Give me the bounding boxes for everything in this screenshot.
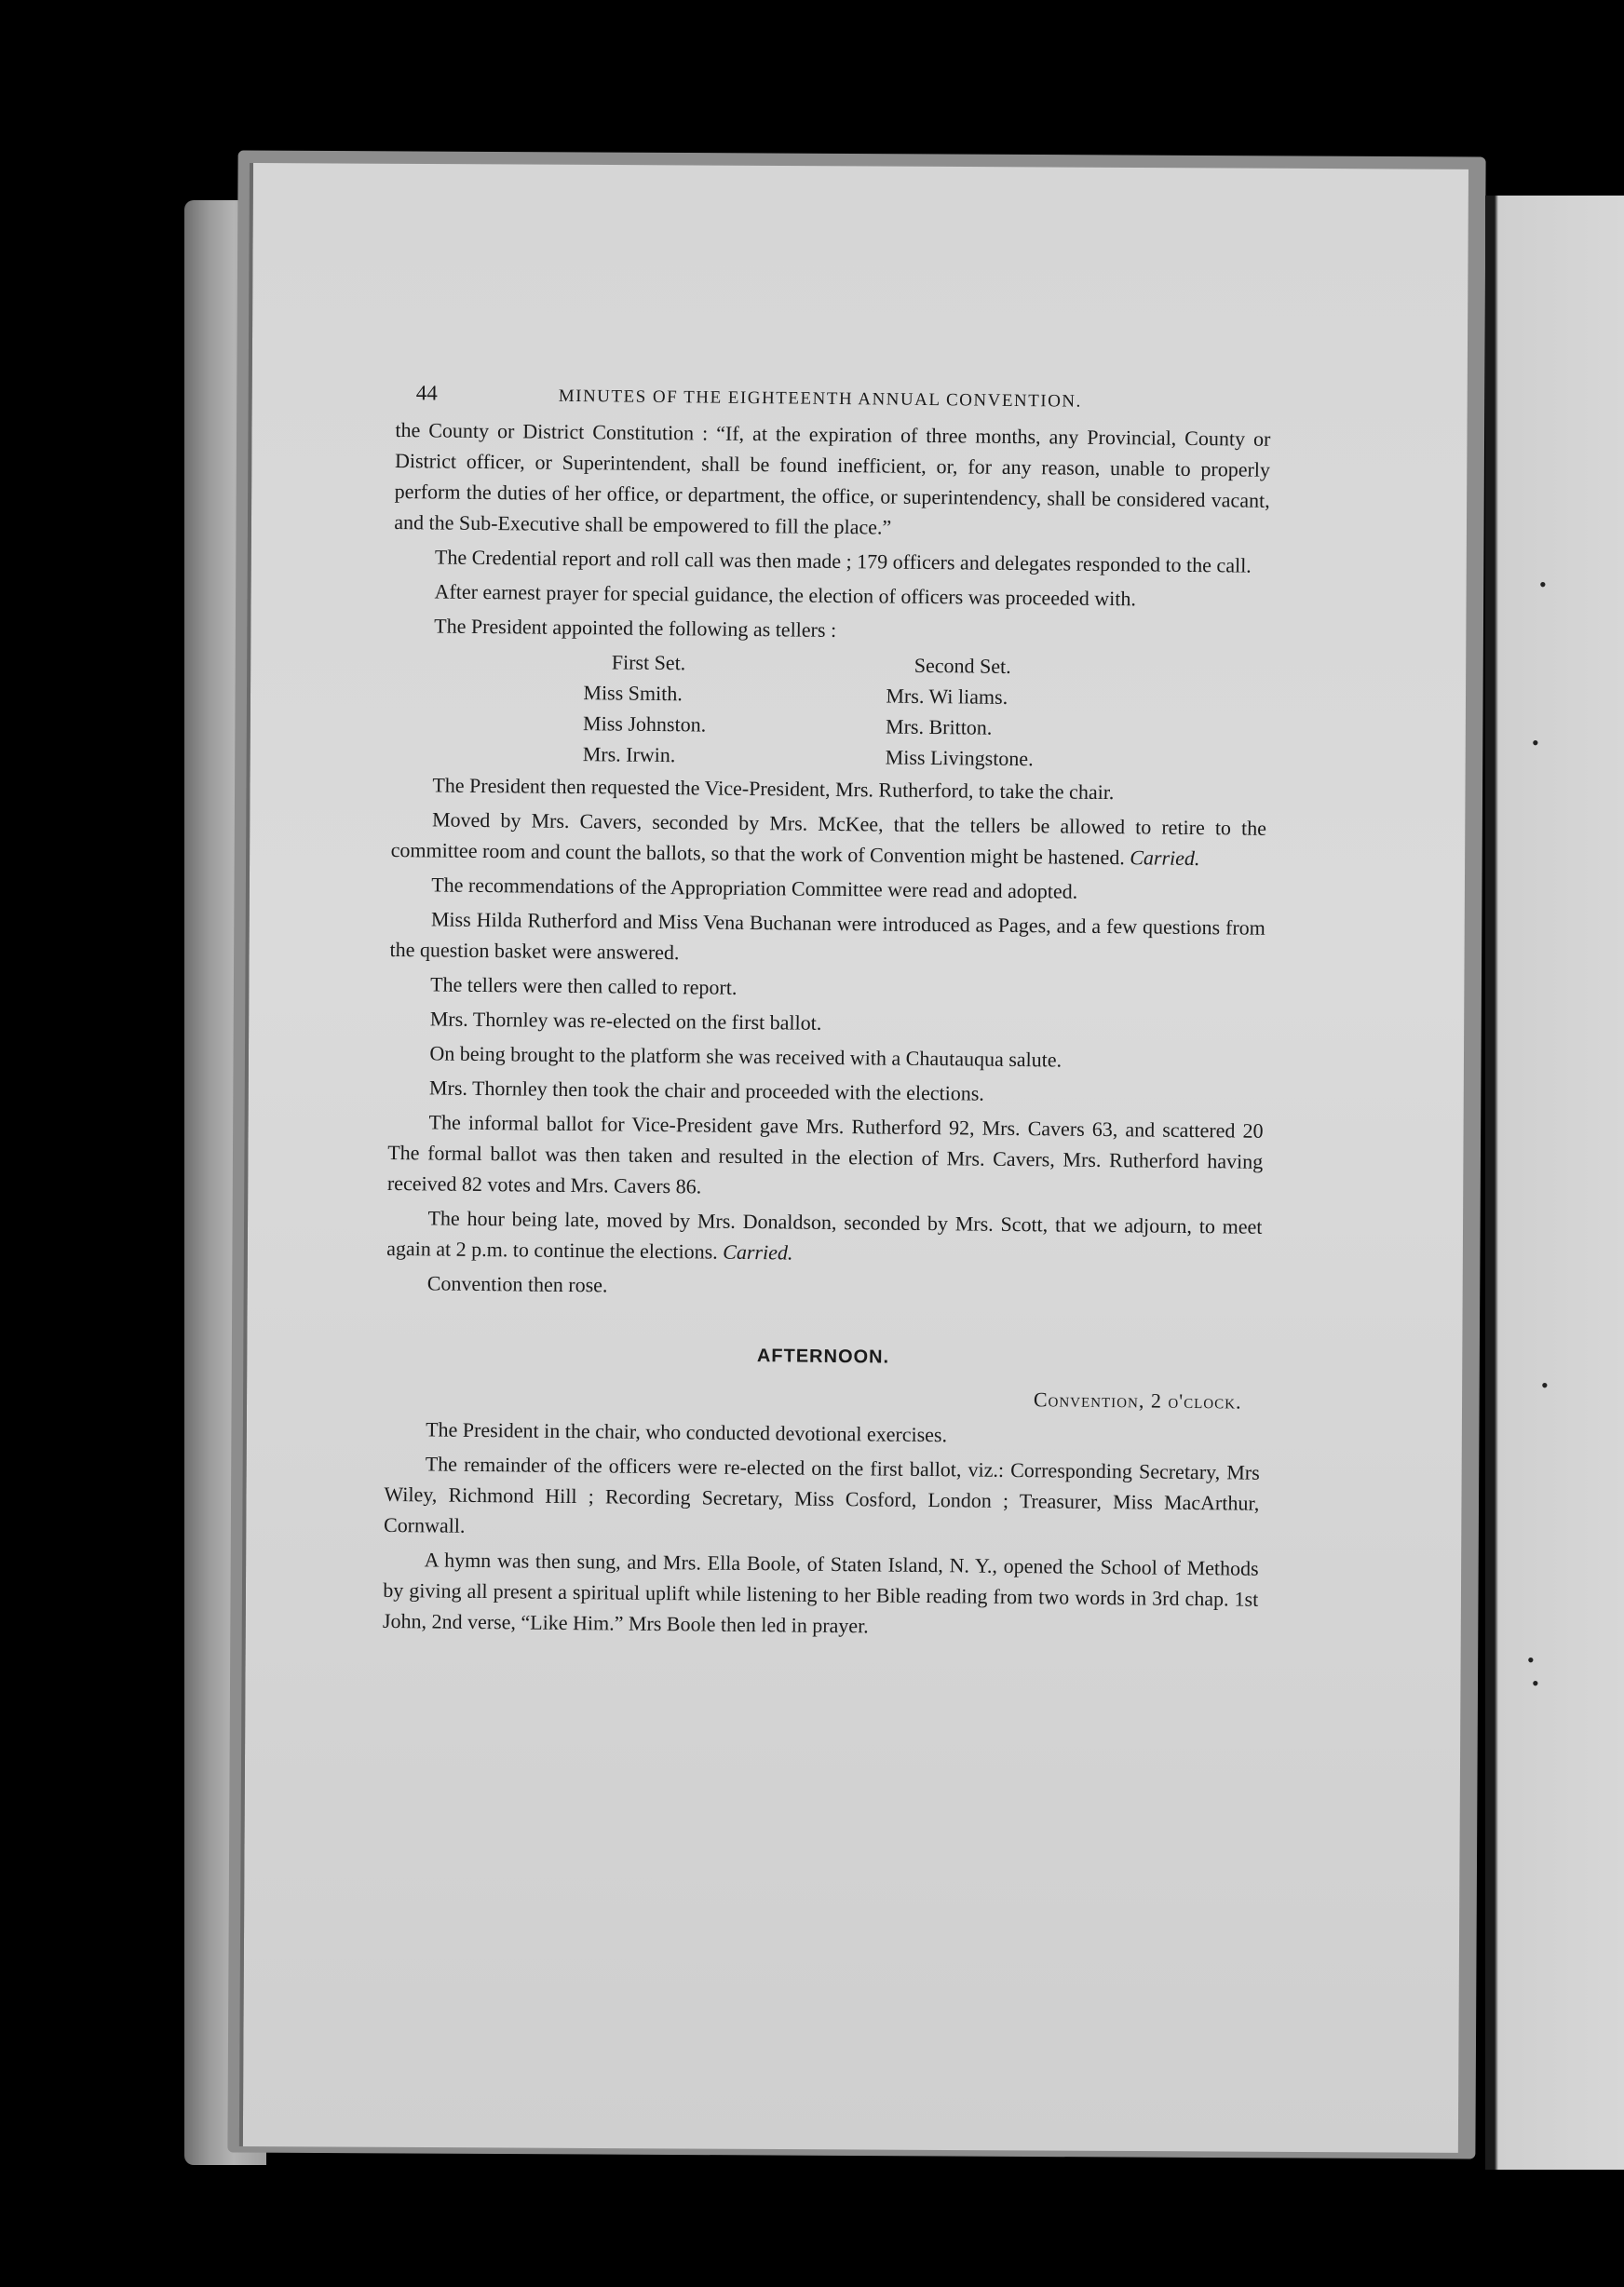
margin-mark: •: [1532, 731, 1539, 754]
paragraph-text: Moved by Mrs. Cavers, seconded by Mrs. McKee, that the tellers be allowed to retire to the committee room and count the ballots, so that the work of Convention might be hastened.: [390, 807, 1267, 870]
teller-name: Miss Livingstone.: [885, 745, 1034, 771]
teller-name: Mrs. Wi liams.: [886, 683, 1008, 709]
tellers-first-set: [583, 646, 863, 772]
page-number: 44: [415, 381, 438, 405]
paragraph: Mrs. Thornley then took the chair and proceeded with the elections.: [428, 1076, 984, 1105]
paragraph: The tellers were then called to report.: [430, 972, 738, 999]
paragraph: The President in the chair, who conducted devotional exercises.: [426, 1417, 948, 1447]
session-time: Convention, 2 o'clock.: [1033, 1387, 1242, 1414]
paragraph: [391, 804, 1267, 874]
paragraph: Miss Hilda Rutherford and Miss Vena Buchanan were introduced as Pages, and a few questions from the question basket were answered.: [389, 907, 1265, 965]
paragraph: After earnest prayer for special guidance, the election of officers was proceeded with.: [434, 579, 1137, 611]
carried-note: Carried.: [1130, 846, 1200, 871]
paragraph: the County or District Constitution : “If, at the expiration of three months, any Provincial, County or District officer, or Superintendent, shall be found inefficient, or, for any reason, unable to properly perform the duties of her office, or department, the office, or superintendency, shall be considered vacant, and the Sub-Executive shall be empowered to fill the place.”: [394, 417, 1271, 539]
paragraph: The President appointed the following as tellers :: [434, 614, 837, 642]
paragraph: A hymn was then sung, and Mrs. Ella Boole, of Staten Island, N. Y., opened the School of Methods by giving all present a spiritual uplift while listening to her Bible reading from two words in 3rd chap. 1st John, 2nd verse, “Like Him.” Mrs Boole then led in prayer.: [382, 1548, 1259, 1638]
margin-mark: •: [1532, 1671, 1539, 1695]
paragraph-text: The hour being late, moved by Mrs. Donaldson, seconded by Mrs. Scott, that we adjourn, to meet again at 2 p.m. to continue the elections.: [386, 1206, 1263, 1264]
paragraph: Mrs. Thornley was re-elected on the first ballot.: [429, 1007, 822, 1035]
paragraph: The remainder of the officers were re-elected on the first ballot, viz.: Corresponding Secretary, Mrs Wiley, Richmond Hill ; Recording Secretary, Miss Cosford, London ; Treasurer, Miss MacArthur, Cornwall.: [383, 1452, 1260, 1537]
paragraph: The Credential report and roll call was then made ; 179 officers and delegates responded to the call.: [434, 545, 1252, 577]
margin-mark: •: [1541, 1374, 1549, 1397]
tellers-second-set-heading: Second Set.: [914, 653, 1011, 678]
teller-name: Mrs. Irwin.: [582, 742, 676, 767]
teller-name: Mrs. Britton.: [885, 714, 993, 739]
tellers-list: [392, 644, 1268, 777]
teller-name: Miss Johnston.: [582, 711, 707, 737]
right-page-edge: [1485, 196, 1624, 2170]
paragraph: Convention then rose.: [426, 1271, 608, 1297]
teller-name: Miss Smith.: [583, 681, 683, 706]
paragraph: The informal ballot for Vice-President gave Mrs. Rutherford 92, Mrs. Cavers 63, and scattered 20 The formal ballot was then taken and resulted in the election of Mrs. Cavers, Mrs. Rutherford having received 82 votes and Mrs. Cavers 86.: [386, 1110, 1264, 1198]
margin-mark: •: [1527, 1648, 1535, 1671]
section-heading-afternoon: AFTERNOON.: [756, 1346, 890, 1368]
margin-mark: •: [1539, 573, 1547, 596]
paragraph: [386, 1202, 1263, 1273]
tellers-second-set: [886, 650, 1166, 776]
paragraph: The recommendations of the Appropriation Committee were read and adopted.: [431, 873, 1078, 903]
paragraph: On being brought to the platform she was received with a Chautauqua salute.: [429, 1041, 1062, 1072]
tellers-first-set-heading: First Set.: [611, 650, 686, 675]
page-content: [383, 377, 1271, 1649]
carried-note: Carried.: [723, 1239, 793, 1265]
paragraph: The President then requested the Vice-President, Mrs. Rutherford, to take the chair.: [432, 773, 1115, 805]
running-title: MINUTES OF THE EIGHTEENTH ANNUAL CONVENTION.: [558, 386, 1082, 412]
